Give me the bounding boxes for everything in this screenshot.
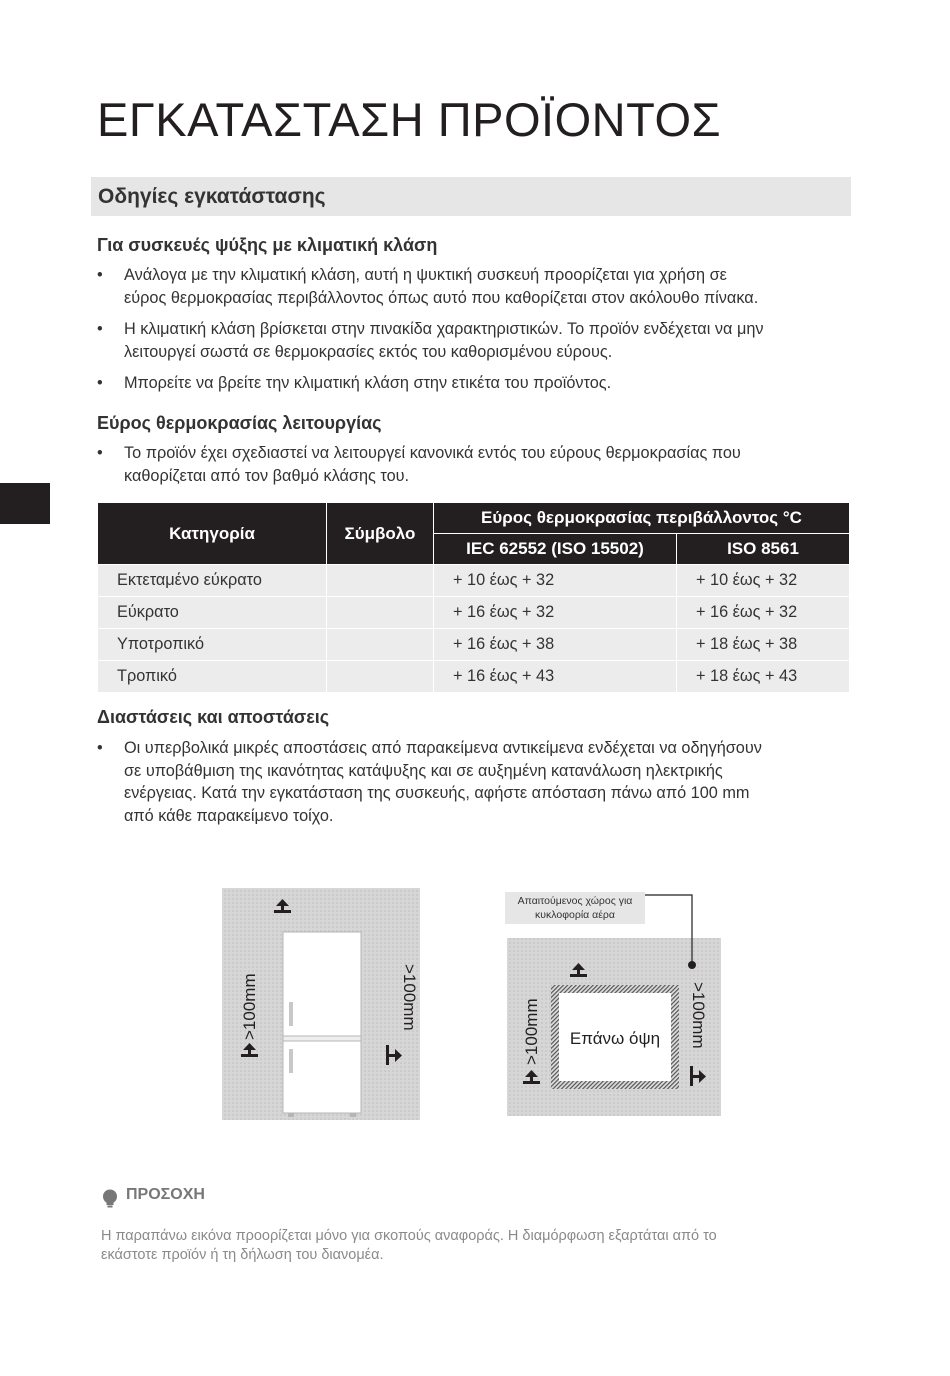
caution-heading: ΠΡΟΣΟΧΗ [126, 1186, 205, 1203]
bullet-line: Η κλιματική κλάση βρίσκεται στην πινακίδα χαρακτηριστικών. Το προϊόν ενδέχεται να μην [124, 320, 764, 338]
climate-class-heading: Για συσκευές ψύξης με κλιματική κλάση [97, 235, 438, 255]
page-side-tab [0, 483, 50, 524]
table-row [98, 661, 850, 693]
cell-iso: + 10 έως + 32 [677, 565, 850, 597]
airflow-label-line: Απαιτούμενος χώρος για [517, 895, 633, 907]
bullet-line: λειτουργεί σωστά σε θερμοκρασίες εκτός του καθορισμένου εύρους. [124, 342, 613, 361]
bullet-line: από κάθε παρακείμενο τοίχο. [124, 806, 334, 825]
cell-symbol [327, 661, 434, 693]
cell-category: Υποτροπικό [98, 629, 327, 661]
climate-class-table [97, 502, 850, 693]
column-header-symbol: Σύμβολο [327, 503, 434, 565]
column-header-range: Εύρος θερμοκρασίας περιβάλλοντος °C [434, 503, 850, 534]
column-header-category: Κατηγορία [98, 503, 327, 565]
bullet-line: Μπορείτε να βρείτε την κλιματική κλάση στην ετικέτα του προϊόντος. [124, 374, 612, 392]
bullet-item [97, 264, 857, 310]
caution-text [101, 1227, 861, 1264]
bullet-dot: • [97, 374, 103, 392]
cell-iec: + 10 έως + 32 [434, 565, 677, 597]
bullet-line: εύρος θερμοκρασίας περιβάλλοντος όπως αυτό που καθορίζεται στον ακόλουθο πίνακα. [124, 288, 759, 307]
cell-symbol [327, 629, 434, 661]
bullet-line: Το προϊόν έχει σχεδιαστεί να λειτουργεί κανονικά εντός του εύρους θερμοκρασίας που [124, 444, 741, 462]
lightbulb-icon [101, 1189, 119, 1209]
bullet-line: σε υποβάθμιση της ικανότητας κατάψυξης και σε αυξημένη κατανάλωση ηλεκτρικής [124, 761, 723, 780]
operating-range-heading: Εύρος θερμοκρασίας λειτουργίας [97, 413, 382, 433]
cell-symbol [327, 565, 434, 597]
cell-iec: + 16 έως + 32 [434, 597, 677, 629]
caution-line: Η παραπάνω εικόνα προορίζεται μόνο για σκοπούς αναφοράς. Η διαμόρφωση εξαρτάται από το [101, 1228, 717, 1244]
table-row [98, 629, 850, 661]
bullet-dot: • [97, 739, 103, 757]
front-view-diagram [220, 886, 422, 1122]
cell-category: Τροπικό [98, 661, 327, 693]
bullet-item [97, 372, 857, 396]
column-header-iec: IEC 62552 (ISO 15502) [434, 534, 677, 565]
cell-iec: + 16 έως + 38 [434, 629, 677, 661]
bullet-dot: • [97, 266, 103, 284]
section-title: Οδηγίες εγκατάστασης [98, 185, 326, 208]
right-clearance-label: >100mm [400, 964, 419, 1031]
cell-iso: + 16 έως + 32 [677, 597, 850, 629]
left-clearance-label: >100mm [240, 973, 259, 1040]
callout-dot [688, 961, 696, 969]
bullet-item [97, 737, 857, 829]
bullet-dot: • [97, 320, 103, 338]
table-row [98, 565, 850, 597]
cell-symbol [327, 597, 434, 629]
clearances-heading: Διαστάσεις και αποστάσεις [97, 707, 330, 727]
bullet-line: Οι υπερβολικά μικρές αποστάσεις από παρακείμενα αντικείμενα ενδέχεται να οδηγήσουν [124, 739, 762, 757]
cell-iso: + 18 έως + 43 [677, 661, 850, 693]
airflow-label-line: κυκλοφορία αέρα [535, 909, 615, 921]
cell-iec: + 16 έως + 43 [434, 661, 677, 693]
column-header-iso: ISO 8561 [677, 534, 850, 565]
refrigerator-icon [283, 932, 361, 1117]
cell-iso: + 18 έως + 38 [677, 629, 850, 661]
right-clearance-label: >100mm [689, 982, 708, 1049]
bullet-item [97, 318, 857, 364]
left-clearance-label: >100mm [522, 998, 541, 1065]
bullet-line: Ανάλογα με την κλιματική κλάση, αυτή η ψυκτική συσκευή προορίζεται για χρήση σε [124, 266, 727, 284]
bullet-line: καθορίζεται από τον βαθμό κλάσης του. [124, 466, 410, 485]
top-view-label: Επάνω όψη [569, 1029, 661, 1048]
page-title: ΕΓΚΑΤΑΣΤΑΣΗ ΠΡΟΪΟΝΤΟΣ [97, 93, 722, 146]
caution-line: εκάστοτε προϊόν ή τη δήλωση του διανομέα. [101, 1246, 384, 1263]
cell-category: Εύκρατο [98, 597, 327, 629]
section-header [91, 177, 851, 216]
bullet-line: ενέργειας. Κατά την εγκατάσταση της συσκευής, αφήστε απόσταση πάνω από 100 mm [124, 784, 750, 802]
bullet-item [97, 442, 857, 488]
cell-category: Εκτεταμένο εύκρατο [98, 565, 327, 597]
bullet-dot: • [97, 444, 103, 462]
table-row [98, 597, 850, 629]
top-view-diagram [505, 890, 725, 1120]
